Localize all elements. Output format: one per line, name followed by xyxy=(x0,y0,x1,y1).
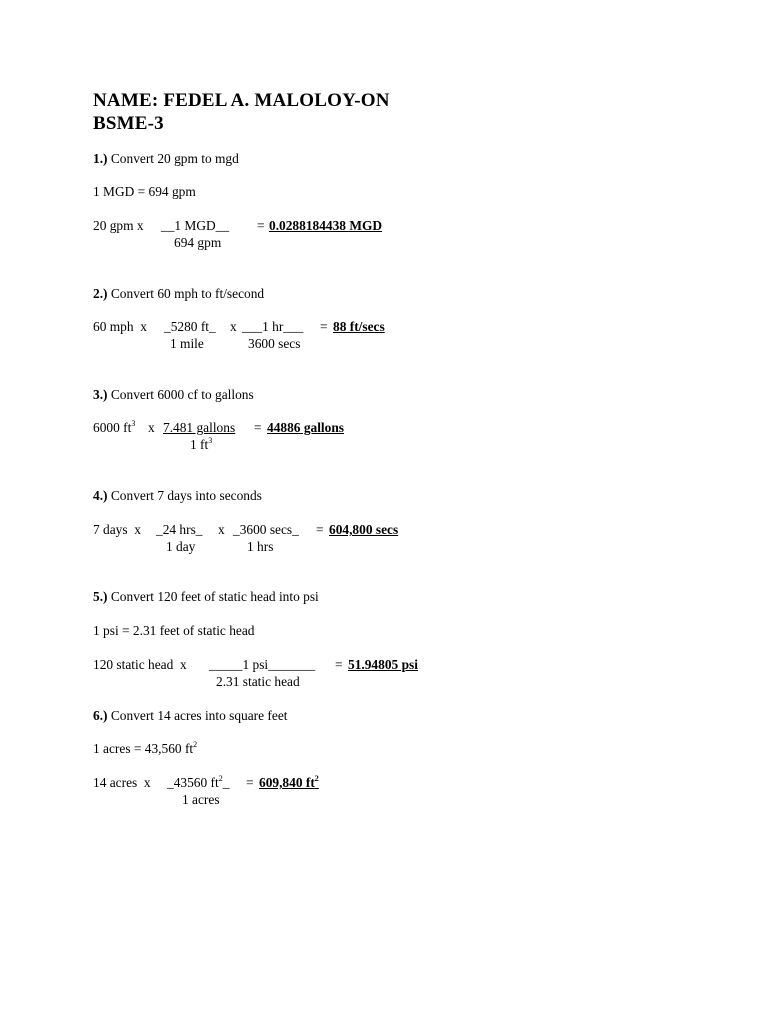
problem-1-number: 1.) xyxy=(93,151,108,166)
problem-3-equals: = xyxy=(254,420,262,435)
problem-4-prompt: Convert 7 days into seconds xyxy=(110,488,262,503)
problem-6-answer: 609,840 $ft^2$ xyxy=(259,773,319,790)
problem-3-answer: 44886 gallons xyxy=(267,420,345,435)
problem-1-factor1-denominator: 694 gpm xyxy=(174,235,222,250)
problem-1-factor1-numerator: __1 MGD__ xyxy=(161,218,230,233)
problem-6-number: 6.) xyxy=(93,708,108,723)
problem-6-factor1-numerator: _43560 $ft^2\_$ xyxy=(167,773,230,790)
problem-4-answer: 604,800 secs xyxy=(329,522,399,537)
problem-6-given-exponent: 2 xyxy=(193,739,198,749)
problem-3-times: x xyxy=(148,420,155,435)
problem-2-factor1-denominator: 1 mile xyxy=(170,336,204,351)
problem-1-lhs: 20 gpm x xyxy=(93,218,144,233)
problem-3-lhs-exponent: 3 xyxy=(131,418,136,428)
problem-4-factor1-numerator: _24 hrs_ xyxy=(156,522,203,537)
problem-2-factor2-numerator: ___1 hr___ xyxy=(242,319,304,334)
problem-3-statement xyxy=(93,387,254,403)
problem-2-times: x xyxy=(230,319,237,334)
problem-1-answer: 0.0288184438 MGD xyxy=(269,218,383,233)
problem-3-factor1-denominator: 1 $ft^3$ xyxy=(190,435,213,452)
problem-5-number: 5.) xyxy=(93,589,108,604)
problem-4-factor1-denominator: 1 day xyxy=(166,539,196,554)
problem-2-factor2-denominator: 3600 secs xyxy=(248,336,301,351)
problem-2-answer: 88 ft/secs xyxy=(333,319,385,334)
problem-6-equals: = xyxy=(246,775,254,790)
problem-4-number: 4.) xyxy=(93,488,108,503)
problem-2-number: 2.) xyxy=(93,286,108,301)
problem-2-equals: = xyxy=(320,319,328,334)
problem-3-factor1-numerator: 7.481 gallons xyxy=(163,420,236,435)
problem-4-factor2-numerator: _3600 secs_ xyxy=(233,522,299,537)
problem-1-statement xyxy=(93,151,239,167)
problem-2-lhs: 60 mph x xyxy=(93,319,147,334)
problem-6-given: 1 acres = 43,560 $ft^2$ xyxy=(93,739,198,756)
problem-6-prompt: Convert 14 acres into square feet xyxy=(110,708,288,723)
problem-4-equals: = xyxy=(316,522,324,537)
problem-5-factor1-numerator: _____1 psi_______ xyxy=(209,657,316,672)
problem-5-factor1-denominator: 2.31 static head xyxy=(216,674,300,689)
problem-4-statement xyxy=(93,488,262,504)
problem-5-prompt: Convert 120 feet of static head into psi xyxy=(110,589,319,604)
problem-3-denominator-exponent: 3 xyxy=(208,435,213,445)
problem-2-prompt: Convert 60 mph to ft/second xyxy=(110,286,265,301)
problem-4-factor2-denominator: 1 hrs xyxy=(247,539,274,554)
problem-5-answer: 51.94805 psi xyxy=(348,657,418,672)
problem-6-statement xyxy=(93,708,288,724)
problem-5-statement xyxy=(93,589,319,605)
problem-1-given: 1 MGD = 694 gpm xyxy=(93,184,196,199)
problem-3-lhs: 6000 $ft^3$ xyxy=(93,418,136,435)
problem-3-prompt: Convert 6000 cf to gallons xyxy=(110,387,254,402)
problem-6-factor1-denominator: 1 acres xyxy=(182,792,220,807)
problem-6-answer-exponent: 2 xyxy=(314,773,319,783)
problem-5-given: 1 psi = 2.31 feet of static head xyxy=(93,623,255,638)
problem-3-number: 3.) xyxy=(93,387,108,402)
problem-6-numerator-exponent: 2 xyxy=(218,773,223,783)
problem-1-equals: = xyxy=(257,218,265,233)
problem-5-equals: = xyxy=(335,657,343,672)
problem-4-lhs: 7 days x xyxy=(93,522,141,537)
problem-6-lhs: 14 acres x xyxy=(93,775,151,790)
problem-5-lhs: 120 static head x xyxy=(93,657,187,672)
course-heading: BSME-3 xyxy=(93,113,164,134)
problem-2-statement xyxy=(93,286,264,302)
problem-2-factor1-numerator: _5280 ft_ xyxy=(164,319,216,334)
problem-1-prompt: Convert 20 gpm to mgd xyxy=(110,151,239,166)
student-name-heading: NAME: FEDEL A. MALOLOY-ON xyxy=(93,90,390,111)
problem-4-times: x xyxy=(218,522,225,537)
